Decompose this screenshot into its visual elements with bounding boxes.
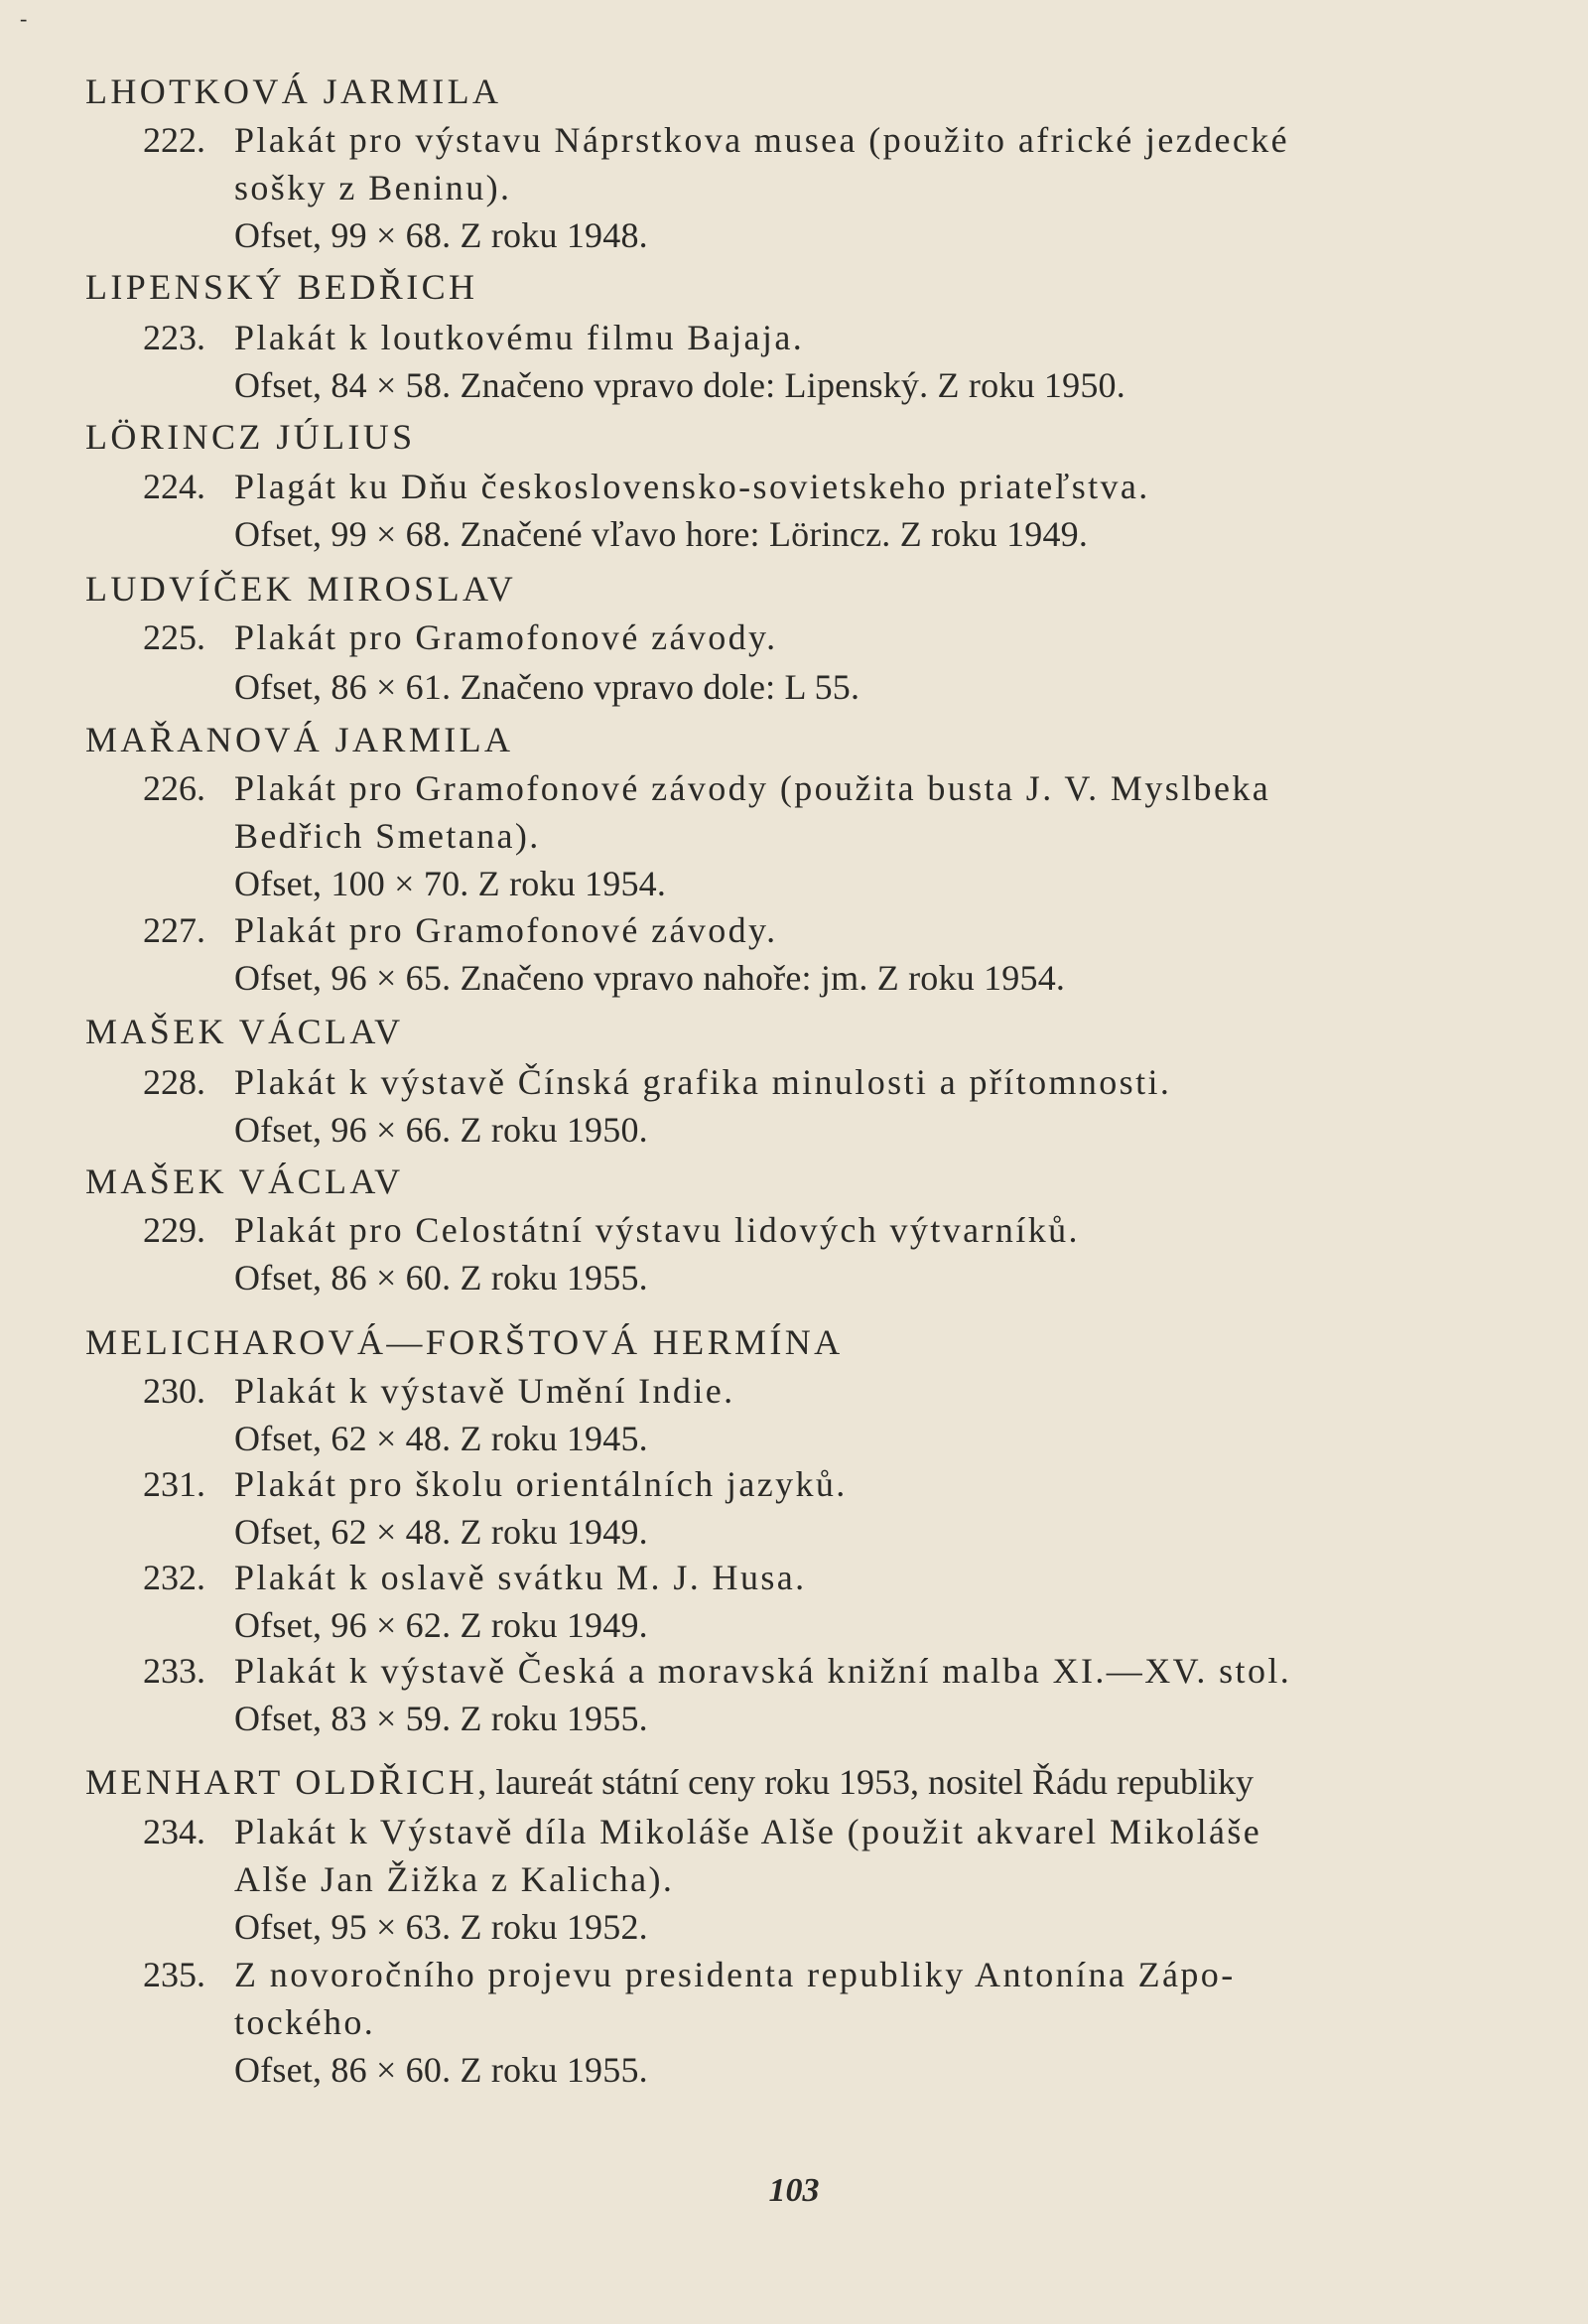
entry-number: 231. [143,1464,205,1504]
entry-number: 227. [143,910,205,950]
author-heading: LHOTKOVÁ JARMILA [85,71,502,111]
entry-title: Z novoročního projevu presidenta republiky Antonína Zápo- [234,1955,1236,1994]
entry-title: Plakát k loutkovému filmu Bajaja. [234,318,805,357]
entry-title: Plakát pro Gramofonové závody. [234,617,778,657]
entry-detail: Ofset, 96 × 65. Značeno vpravo nahoře: jm. Z roku 1954. [234,958,1066,998]
author-heading: MAŘANOVÁ JARMILA [85,720,514,759]
entry-title-continued: Alše Jan Žižka z Kalicha). [234,1859,675,1899]
entry-title: Plakát pro Celostátní výstavu lidových výtvarníků. [234,1210,1080,1250]
author-heading: LUDVÍČEK MIROSLAV [85,569,517,609]
entry-detail: Ofset, 95 × 63. Z roku 1952. [234,1907,648,1947]
entry-detail: Ofset, 99 × 68. Z roku 1948. [234,215,648,255]
entry-title: Plakát pro výstavu Náprstkova musea (použito africké jezdecké [234,120,1290,160]
entry-title-continued: Bedřich Smetana). [234,816,541,856]
entry-detail: Ofset, 86 × 60. Z roku 1955. [234,1258,648,1298]
entry-detail: Ofset, 86 × 61. Značeno vpravo dole: L 55. [234,667,860,707]
entry-number: 235. [143,1955,205,1994]
entry-title-continued: sošky z Beninu). [234,168,512,207]
entry-title: Plakát pro Gramofonové závody. [234,910,778,950]
entry-number: 225. [143,617,205,657]
entry-title: Plakát k výstavě Česká a moravská knižní malba XI.—XV. stol. [234,1651,1292,1691]
entry-detail: Ofset, 100 × 70. Z roku 1954. [234,864,667,903]
corner-mark: - [20,6,28,31]
entry-detail: Ofset, 96 × 66. Z roku 1950. [234,1110,648,1150]
author-note: , laureát státní ceny roku 1953, nositel Řádu republiky [477,1762,1255,1802]
entry-detail: Ofset, 62 × 48. Z roku 1949. [234,1512,648,1552]
author-heading [85,1760,1254,1804]
entry-number: 223. [143,318,205,357]
entry-number: 224. [143,467,205,506]
author-heading: MAŠEK VÁCLAV [85,1162,404,1201]
entry-title: Plakát k výstavě Čínská grafika minulosti a přítomnosti. [234,1062,1172,1102]
entry-number: 233. [143,1651,205,1691]
entry-number: 232. [143,1558,205,1597]
entry-title: Plakát k výstavě Umění Indie. [234,1371,735,1411]
entry-detail: Ofset, 86 × 60. Z roku 1955. [234,2050,648,2090]
entry-number: 229. [143,1210,205,1250]
entry-title: Plakát pro školu orientálních jazyků. [234,1464,848,1504]
entry-title-continued: tockého. [234,2002,376,2042]
entry-title: Plakát k oslavě svátku M. J. Husa. [234,1558,807,1597]
entry-number: 230. [143,1371,205,1411]
entry-number: 228. [143,1062,205,1102]
entry-detail: Ofset, 99 × 68. Značené vľavo hore: Lörincz. Z roku 1949. [234,514,1089,554]
entry-detail: Ofset, 62 × 48. Z roku 1945. [234,1419,648,1458]
author-name: MENHART OLDŘICH [85,1762,478,1802]
page-number: 103 [768,2172,820,2209]
entry-title: Plakát k Výstavě díla Mikoláše Alše (použit akvarel Mikoláše [234,1812,1262,1851]
author-heading: MELICHAROVÁ—FORŠTOVÁ HERMÍNA [85,1322,844,1362]
entry-detail: Ofset, 96 × 62. Z roku 1949. [234,1605,648,1645]
author-heading: LÖRINCZ JÚLIUS [85,417,416,457]
entry-number: 226. [143,768,205,808]
entry-title: Plakát pro Gramofonové závody (použita busta J. V. Myslbeka [234,768,1271,808]
entry-title: Plagát ku Dňu československo-sovietskeho priateľstva. [234,467,1150,506]
author-heading: MAŠEK VÁCLAV [85,1012,404,1051]
author-heading: LIPENSKÝ BEDŘICH [85,267,478,307]
entry-detail: Ofset, 83 × 59. Z roku 1955. [234,1699,648,1738]
entry-number: 234. [143,1812,205,1851]
entry-detail: Ofset, 84 × 58. Značeno vpravo dole: Lipenský. Z roku 1950. [234,365,1125,405]
entry-number: 222. [143,120,205,160]
